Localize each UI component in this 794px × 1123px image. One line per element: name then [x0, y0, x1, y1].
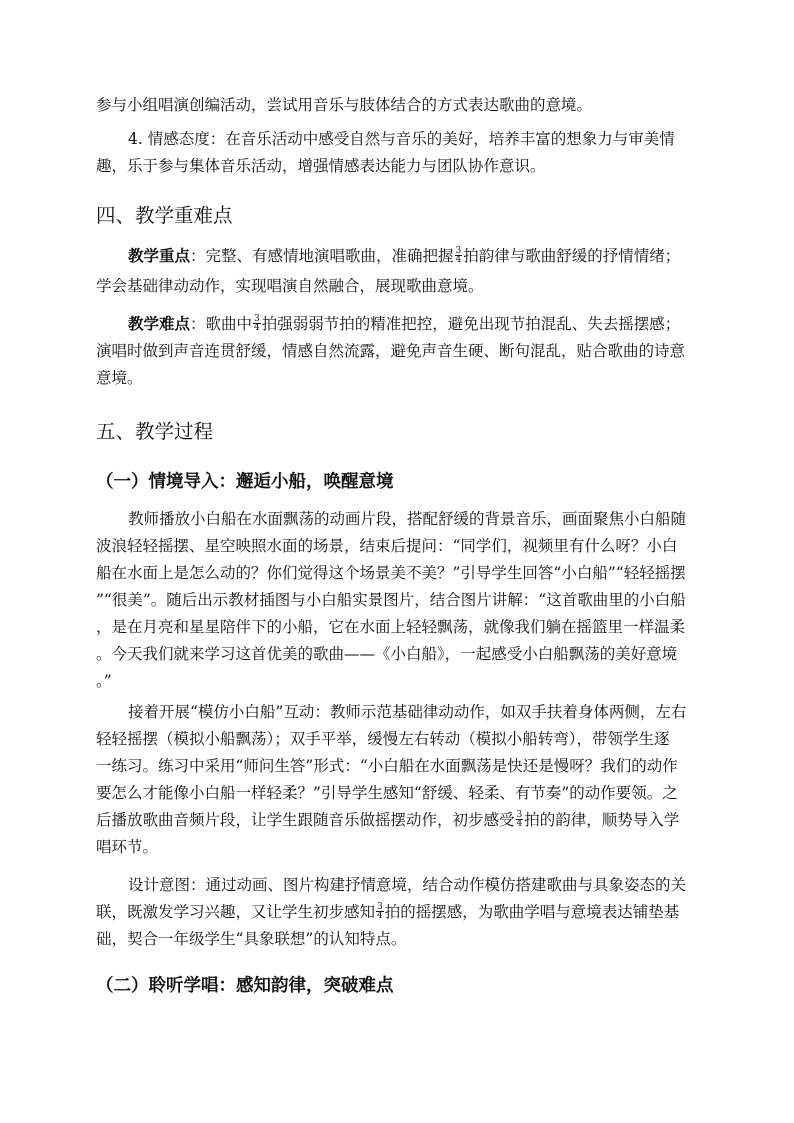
difficulty-line-2: 演唱时做到声音连贯舒缓，情感自然流露，避免声音生硬、断句混乱，贴合歌曲的诗意 — [96, 342, 686, 360]
design-intent-text-b: 拍的摇摆感，为歌曲学唱与意境表达铺垫基 — [384, 903, 680, 921]
key-point-text-b: 拍韵律与歌曲舒缓的抒情情绪； — [463, 247, 681, 265]
design-intent-line-3: 础，契合一年级学生“具象联想”的认知特点。 — [96, 930, 407, 948]
time-signature: $\frac{3}{4}$ — [455, 246, 462, 265]
key-point-line-1 — [128, 246, 700, 266]
key-point-line-2: 学会基础律动动作，实现唱演自然融合，展现歌曲意境。 — [96, 277, 484, 295]
p2-line: 要怎么才能像小白船一样轻柔？”引导学生感知“舒缓、轻柔、有节奏”的动作要领。之 — [96, 784, 678, 802]
objective-item-4-cont: 趣，乐于参与集体音乐活动，增强情感表达能力与团队协作意识。 — [96, 157, 546, 175]
p1-line: 船在水面上是怎么动的？你们觉得这个场景美不美？”引导学生回答“小白船”“轻轻摇摆 — [96, 564, 686, 582]
p1-line: ”“很美”。随后出示教材插图与小白船实景图片，结合图片讲解：“这首歌曲里的小白船 — [96, 591, 686, 609]
design-intent-line-1: 设计意图：通过动画、图片构建抒情意境，结合动作模仿搭建歌曲与具象姿态的关 — [128, 876, 687, 894]
p2-line-5-a: 后播放歌曲音频片段，让学生跟随音乐做摇摆动作，初步感受 — [96, 811, 515, 829]
key-point-text-a: ：完整、有感情地演唱歌曲，准确把握 — [190, 247, 454, 265]
difficulty-line-3: 意境。 — [96, 369, 143, 387]
p2-line: 接着开展“模仿小白船”互动：教师示范基础律动动作，如双手扶着身体两侧，左右 — [128, 703, 687, 721]
p2-line: 唱环节。 — [96, 838, 159, 856]
p2-line: 一练习。练习中采用“师问生答”形式：“小白船在水面飘荡是快还是慢呀？我们的动作 — [96, 757, 678, 775]
design-intent-text-a: 联，既激发学习兴趣，又让学生初步感知 — [96, 903, 376, 921]
design-intent-line-2 — [96, 902, 700, 922]
p1-line: 波浪轻轻摇摆、星空映照水面的场景，结束后提问：“同学们，视频里有什么呀？小白 — [96, 537, 678, 555]
subsection-2-heading: （二）聆听学唱：感知韵律，突破难点 — [96, 976, 394, 996]
time-signature: $\frac{3}{4}$ — [516, 810, 523, 829]
time-signature: $\frac{3}{4}$ — [254, 314, 260, 333]
section-4-heading: 四、教学重难点 — [96, 204, 233, 227]
section-5-heading: 五、教学过程 — [96, 420, 214, 443]
difficulty-text-a: ：歌曲中 — [190, 315, 253, 333]
difficulty-label: 教学难点 — [128, 315, 191, 333]
p1-line: 。今天我们就来学习这首优美的歌曲——《小白船》，一起感受小白船飘荡的美好意境 — [96, 645, 678, 663]
p1-line: 。” — [96, 672, 112, 690]
difficulty-text-b: 拍强弱弱节拍的精准把控，避免出现节拍混乱、失去摇摆感； — [261, 315, 681, 333]
p1-line: ，是在月亮和星星陪伴下的小船，它在水面上轻轻飘荡，就像我们躺在摇篮里一样温柔 — [96, 618, 686, 636]
objective-item-4: 4. 情感态度：在音乐活动中感受自然与音乐的美好，培养丰富的想象力与审美情 — [128, 130, 675, 148]
key-point-label: 教学重点 — [128, 247, 191, 265]
p2-line — [96, 810, 700, 830]
time-signature: $\frac{3}{4}$ — [377, 902, 383, 921]
subsection-1-heading: （一）情境导入：邂逅小船，唤醒意境 — [96, 472, 394, 492]
p1-line: 教师播放小白船在水面飘荡的动画片段，搭配舒缓的背景音乐，画面聚焦小白船随 — [128, 510, 687, 528]
difficulty-line-1 — [128, 314, 700, 334]
p2-line: 轻轻摇摆（模拟小船飘荡）；双手平举，缓慢左右转动（模拟小船转弯），带领学生逐 — [96, 730, 670, 748]
objective-skill-end: 参与小组唱演创编活动，尝试用音乐与肢体结合的方式表达歌曲的意境。 — [96, 96, 593, 114]
p2-line-5-b: 拍的韵律，顺势导入学 — [524, 811, 680, 829]
